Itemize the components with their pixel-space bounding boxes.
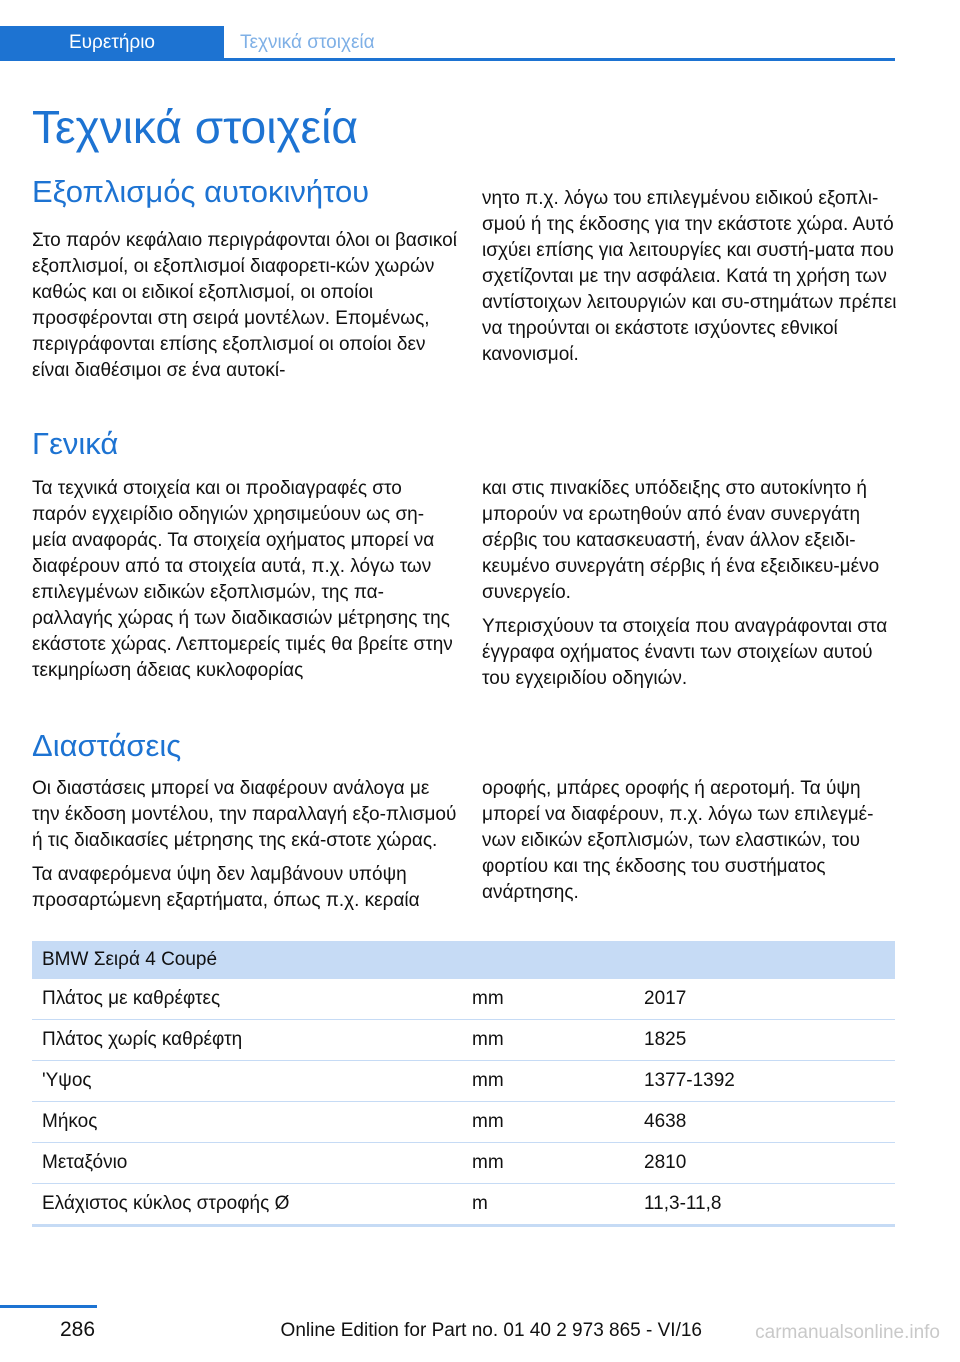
page-title: Τεχνικά στοιχεία xyxy=(32,101,358,153)
table-cell-unit: mm xyxy=(462,1061,634,1102)
table-row xyxy=(32,1102,895,1143)
paragraph: και στις πινακίδες υπόδειξης στο αυτοκίνητο ή μπορούν να ερωτηθούν από έναν συνεργάτη σέρβις του κατασκευαστή, έναν άλλον εξειδι‐κευμένο συνεργάτη σέρβις ή ένα εξειδικευ‐μένο συνεργείο. xyxy=(482,478,880,603)
table-cell-label: 'Υψος xyxy=(32,1061,462,1102)
section-heading-general: Γενικά xyxy=(32,426,119,461)
table-cell-value: 4638 xyxy=(634,1102,895,1143)
table-header: BMW Σειρά 4 Coupé xyxy=(32,941,895,979)
table-cell-unit: mm xyxy=(462,979,634,1020)
table-cell-value: 2017 xyxy=(634,979,895,1020)
paragraph: Τα αναφερόμενα ύψη δεν λαμβάνουν υπόψη προσαρτώμενη εξαρτήματα, όπως π.χ. κεραία xyxy=(32,864,420,911)
table-cell-label: Πλάτος χωρίς καθρέφτη xyxy=(32,1020,462,1061)
section-equipment-left xyxy=(32,228,457,392)
section-heading-equipment: Εξοπλισμός αυτοκινήτου xyxy=(32,174,370,209)
table-row xyxy=(32,1143,895,1184)
dimensions-table xyxy=(32,941,895,1227)
section-dimensions-left xyxy=(32,776,457,922)
section-general-right xyxy=(482,476,902,700)
table-cell-value: 1377-1392 xyxy=(634,1061,895,1102)
page-number-rule xyxy=(0,1305,97,1308)
table-cell-unit: mm xyxy=(462,1102,634,1143)
watermark: carmanualsonline.info xyxy=(755,1322,940,1343)
table-cell-label: Πλάτος με καθρέφτες xyxy=(32,979,462,1020)
table-cell-label: Μήκος xyxy=(32,1102,462,1143)
table-cell-label: Ελάχιστος κύκλος στροφής Ø xyxy=(32,1184,462,1226)
table-cell-value: 2810 xyxy=(634,1143,895,1184)
footer-edition-text: Online Edition for Part no. 01 40 2 973 865 - VI/16 xyxy=(280,1320,702,1341)
section-general-left xyxy=(32,476,457,692)
tab-technical-data[interactable]: Τεχνικά στοιχεία xyxy=(240,32,375,53)
table-cell-label: Μεταξόνιο xyxy=(32,1143,462,1184)
section-dimensions-right xyxy=(482,776,902,914)
paragraph: οροφής, μπάρες οροφής ή αεροτομή. Τα ύψη μπορεί να διαφέρουν, π.χ. λόγω των επιλεγμέ‐νων ειδικών εξοπλισμών, των ελαστικών, του φορτίου και της έκδοσης του συστήματος ανάρτησης. xyxy=(482,778,874,903)
paragraph: Υπερισχύουν τα στοιχεία που αναγράφονται στα έγγραφα οχήματος έναντι των στοιχείων αυτού του εγχειριδίου οδηγιών. xyxy=(482,616,888,689)
section-heading-dimensions: Διαστάσεις xyxy=(32,728,182,763)
table-header-row xyxy=(32,941,895,979)
table-cell-unit: mm xyxy=(462,1020,634,1061)
tab-underline xyxy=(0,58,895,61)
tab-index[interactable]: Ευρετήριο xyxy=(0,26,224,60)
table-cell-unit: mm xyxy=(462,1143,634,1184)
tab-bar xyxy=(0,26,895,60)
table-row xyxy=(32,1184,895,1226)
table-cell-value: 1825 xyxy=(634,1020,895,1061)
page-number: 286 xyxy=(60,1318,96,1341)
paragraph: Τα τεχνικά στοιχεία και οι προδιαγραφές στο παρόν εγχειρίδιο οδηγιών χρησιμεύουν ως ση‐μεία αναφοράς. Τα στοιχεία οχήματος μπορεί να διαφέρουν από τα στοιχεία αυτά, π.χ. λόγω των επιλεγμένων ειδικών εξοπλισμών, της πα‐ραλλαγής χώρας ή των διαδικασιών μέτρησης της εκάστοτε χώρας. Λεπτομερείς τιμές θα βρείτε στην τεκμηρίωση άδειας κυκλοφορίας xyxy=(32,478,453,681)
table-cell-value: 11,3-11,8 xyxy=(634,1184,895,1226)
table-row xyxy=(32,979,895,1020)
section-equipment-right xyxy=(482,186,902,376)
paragraph: Στο παρόν κεφάλαιο περιγράφονται όλοι οι βασικοί εξοπλισμοί, οι εξοπλισμοί διαφορετι‐κών χωρών καθώς και οι ειδικοί εξοπλισμοί, οι οποίοι προσφέρονται στη σειρά μοντέλων. Επομένως, περιγράφονται επίσης εξοπλισμοί οι οποίοι δεν είναι διαθέσιμοι σε ένα αυτοκί‐ xyxy=(32,230,457,381)
table-row xyxy=(32,1020,895,1061)
table-cell-unit: m xyxy=(462,1184,634,1226)
paragraph: Οι διαστάσεις μπορεί να διαφέρουν ανάλογα με την έκδοση μοντέλου, την παραλλαγή εξο‐πλισμού ή τις διαδικασίες μέτρησης της εκά‐στοτε χώρας. xyxy=(32,778,457,851)
paragraph: νητο π.χ. λόγω του επιλεγμένου ειδικού εξοπλι‐σμού ή της έκδοσης για την εκάστοτε χώρα. Αυτό ισχύει επίσης για λειτουργίες και συστή‐ματα που σχετίζονται με την ασφάλεια. Κατά τη χρήση των αντίστοιχων λειτουργιών και συ‐στημάτων πρέπει να τηρούνται οι εκάστοτε ισχύοντες εθνικοί κανονισμοί. xyxy=(482,188,897,365)
table-row xyxy=(32,1061,895,1102)
